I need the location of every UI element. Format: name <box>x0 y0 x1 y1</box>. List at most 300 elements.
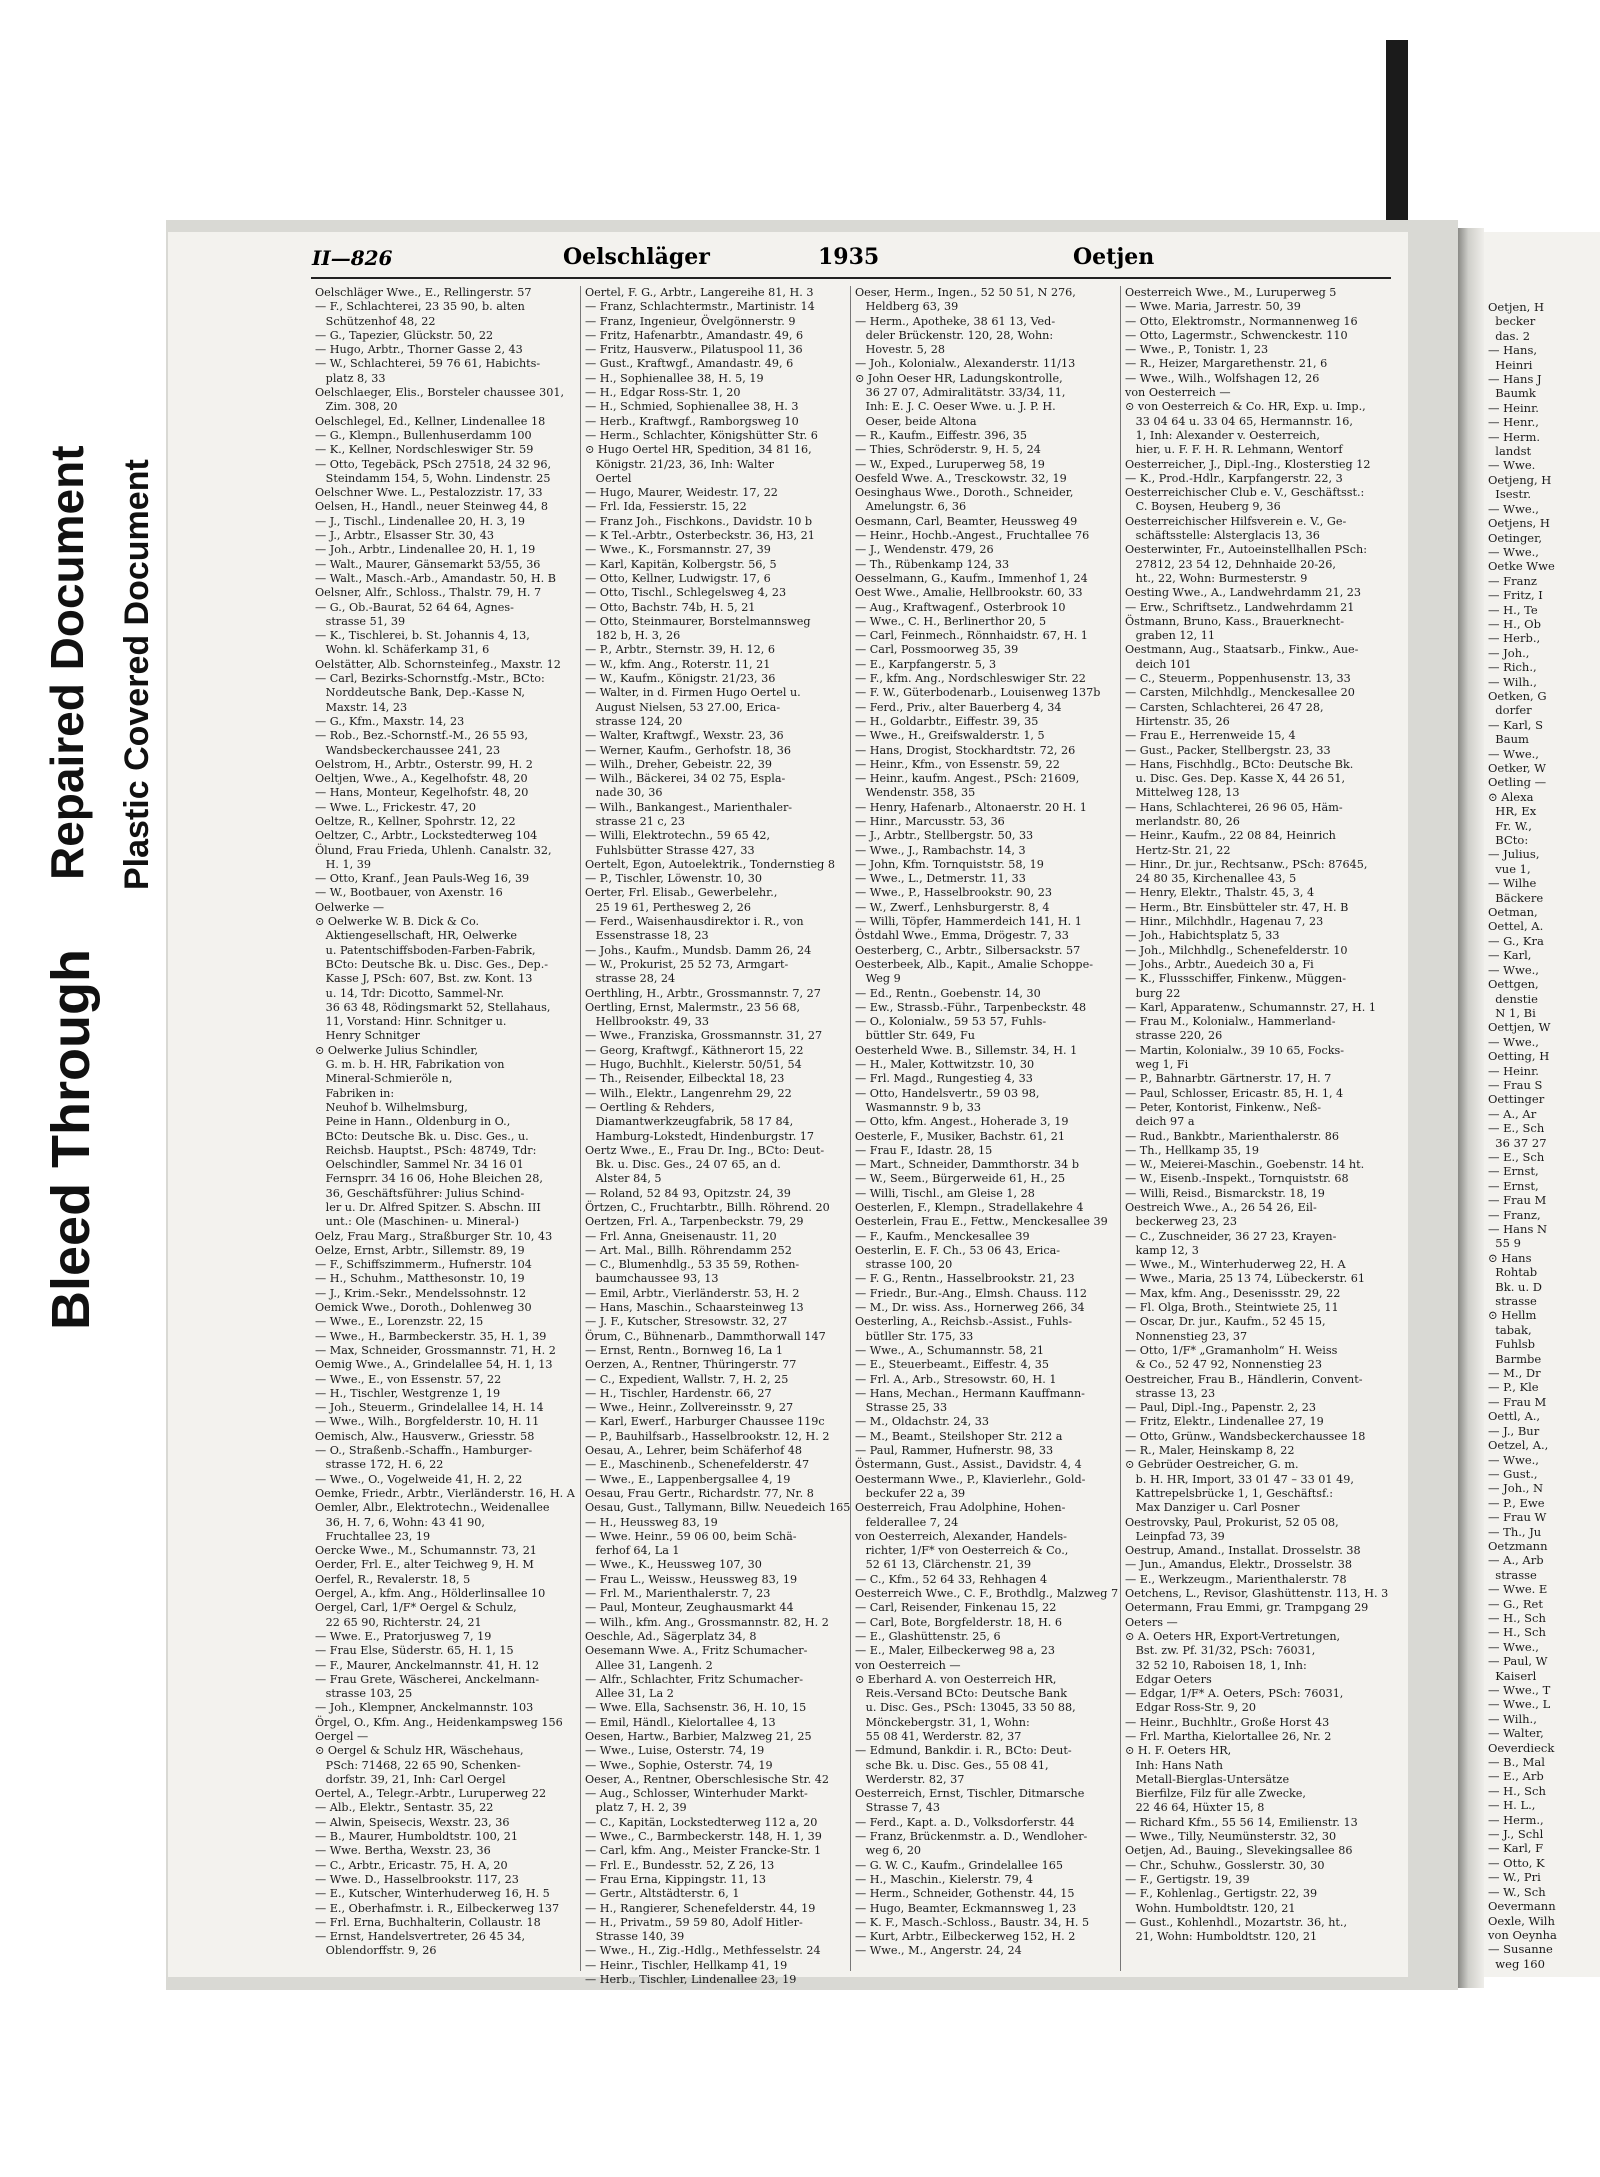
directory-entry: — Otto, Bachstr. 74b, H. 5, 21 <box>585 600 756 614</box>
directory-entry: — Heinr., Kfm., von Essenstr. 59, 22 <box>855 757 1060 771</box>
facing-page-line: — Franz <box>1488 573 1537 588</box>
directory-entry: — W., Seem., Bürgerweide 61, H., 25 <box>855 1172 1066 1186</box>
directory-entry: — Paul, Monteur, Zeughausmarkt 44 <box>585 1601 794 1615</box>
directory-entry: — E., Kutscher, Winterhuderweg 16, H. 5 <box>315 1887 550 1901</box>
directory-entry: Oesterheld Wwe. B., Sillemstr. 34, H. 1 <box>855 1043 1078 1057</box>
directory-entry: — O., Straßenb.-Schaffn., Hamburger- <box>315 1444 533 1458</box>
directory-entry: Oesterreich, Ernst, Tischler, Ditmarsche <box>855 1787 1085 1801</box>
directory-page <box>168 232 1408 1987</box>
directory-entry: strasse 220, 26 <box>1125 1029 1223 1043</box>
directory-entry: — P., Bahnarbtr. Gärtnerstr. 17, H. 7 <box>1125 1072 1332 1086</box>
directory-entry: — Frau E., Herrenweide 15, 4 <box>1125 729 1296 743</box>
directory-entry: — Franz, Ingenieur, Övelgönnerstr. 9 <box>585 314 796 328</box>
directory-entry: — H., Rangierer, Schenefelderstr. 44, 19 <box>585 1901 816 1915</box>
directory-entry: — Wwe., Tilly, Neumünsterstr. 32, 30 <box>1125 1830 1337 1844</box>
directory-entry: — Joh., Arbtr., Lindenallee 20, H. 1, 19 <box>315 543 536 557</box>
directory-entry: — K Tel.-Arbtr., Osterbeckstr. 36, H3, 21 <box>585 529 815 543</box>
directory-entry: — Hans, Drogist, Stockhardtstr. 72, 26 <box>855 743 1076 757</box>
directory-entry: — Frau F., Idastr. 28, 15 <box>855 1143 993 1157</box>
directory-entry: Strasse 140, 39 <box>585 1930 685 1944</box>
directory-entry: — K., Flussschiffer, Finkenw., Müggen- <box>1125 972 1347 986</box>
facing-page-line: Baumk <box>1488 386 1536 401</box>
directory-entry: Oertelt, Egon, Autoelektrik., Tondernstieg 8 <box>585 857 835 871</box>
directory-entry: — J., Arbtr., Stellbergstr. 50, 33 <box>855 829 1034 843</box>
directory-entry: — W., Schlachterei, 59 76 61, Habichts- <box>315 357 541 371</box>
directory-entry: Östdahl Wwe., Emma, Drögestr. 7, 33 <box>855 929 1069 943</box>
directory-entry: Oestmann, Aug., Staatsarb., Finkw., Aue- <box>1125 643 1359 657</box>
directory-entry: bütller Str. 175, 33 <box>855 1329 974 1343</box>
directory-entry: — Hans, Fischhdlg., BCto: Deutsche Bk. <box>1125 757 1354 771</box>
directory-entry: — Wwe. Ella, Sachsenstr. 36, H. 10, 15 <box>585 1701 807 1715</box>
directory-entry: Strasse 25, 33 <box>855 1401 948 1415</box>
directory-entry: Metall-Bierglas-Untersätze <box>1125 1772 1290 1786</box>
directory-entry: weg 1, Fi <box>1125 1058 1189 1072</box>
directory-entry: ⊙ Oergel & Schulz HR, Wäschehaus, <box>315 1744 524 1758</box>
directory-entry: Neuhof b. Wilhelmsburg, <box>315 1100 468 1114</box>
directory-entry: — Alwin, Speisecis, Wexstr. 23, 36 <box>315 1815 510 1829</box>
directory-entry: — Wwe., H., Greifswalderstr. 1, 5 <box>855 729 1045 743</box>
directory-entry: weg 6, 20 <box>855 1844 922 1858</box>
directory-entry: Oesting Wwe., A., Landwehrdamm 21, 23 <box>1125 586 1362 600</box>
directory-entry: Nonnenstieg 23, 37 <box>1125 1329 1248 1343</box>
directory-entry: Oesmann, Carl, Beamter, Heussweg 49 <box>855 514 1078 528</box>
facing-page-line: Oetjen, H <box>1488 300 1544 314</box>
directory-entry: — Edmund, Bankdir. i. R., BCto: Deut- <box>855 1744 1072 1758</box>
directory-entry: Königstr. 21/23, 36, Inh: Walter <box>585 457 774 471</box>
facing-page-line: — Hans N <box>1488 1222 1548 1236</box>
directory-entry: schäftsstelle: Alsterglacis 13, 36 <box>1125 529 1320 543</box>
directory-entry: — F., Maurer, Anckelmannstr. 41, H. 12 <box>315 1658 540 1672</box>
directory-entry: 36 63 48, Rödingsmarkt 52, Stellahaus, <box>315 1000 551 1014</box>
directory-entry: — Th., Hellkamp 35, 19 <box>1125 1143 1259 1157</box>
directory-entry: 25 19 61, Perthesweg 2, 26 <box>585 900 752 914</box>
directory-entry: Örum, C., Bühnenarb., Dammthorwall 147 <box>585 1329 826 1343</box>
facing-page-line: Oetker, W <box>1488 761 1546 775</box>
facing-page-line: — W., Pri <box>1488 1870 1541 1885</box>
directory-entry: Heldberg 63, 39 <box>855 300 959 314</box>
directory-entry: strasse 28, 24 <box>585 972 676 986</box>
directory-entry: ler u. Dr. Alfred Spitzer. S. Abschn. III <box>315 1201 541 1214</box>
header-rule <box>311 277 1391 279</box>
directory-entry: — Art. Mal., Billh. Röhrendamm 252 <box>585 1243 792 1257</box>
directory-entry: — Joh., Steuerm., Grindelallee 14, H. 14 <box>315 1401 544 1415</box>
directory-entry: — Carl, Feinmech., Rönnhaidstr. 67, H. 1 <box>855 629 1088 643</box>
facing-page-line: strasse <box>1488 1567 1537 1582</box>
facing-page-line: von Oeynha <box>1488 1927 1557 1942</box>
directory-entry: — Paul, Rammer, Hufnerstr. 98, 33 <box>855 1444 1054 1458</box>
directory-entry: Oblendorffstr. 9, 26 <box>315 1944 437 1958</box>
directory-entry: — Wwe., K., Forsmannstr. 27, 39 <box>585 543 771 557</box>
directory-entry: — Gust., Packer, Stellbergstr. 23, 33 <box>1125 743 1331 757</box>
directory-entry: — Frl. E., Bundesstr. 52, Z 26, 13 <box>585 1858 775 1872</box>
directory-entry: Oestrovsky, Paul, Prokurist, 52 05 08, <box>1125 1515 1339 1529</box>
directory-entry: — Wwe. Heinr., 59 06 00, beim Schä- <box>585 1529 797 1543</box>
directory-entry: — Alfr., Schlachter, Fritz Schumacher- <box>585 1672 804 1686</box>
facing-page-line: — Herm., <box>1488 1812 1544 1827</box>
directory-entry: — W., Zwerf., Lenhsburgerstr. 8, 4 <box>855 900 1050 914</box>
directory-entry: — Oertling & Rehders, <box>585 1100 715 1114</box>
facing-page-line: — Wilh., <box>1488 1711 1537 1726</box>
directory-entry: — Frl. Martha, Kielortallee 26, Nr. 2 <box>1125 1729 1332 1743</box>
directory-entry: — Herm., Btr. Einsbütteler str. 47, H. B <box>1125 900 1349 914</box>
directory-entry: Bierfilze, Filz für alle Zwecke, <box>1125 1787 1306 1801</box>
directory-entry: — F., kfm. Ang., Nordschleswiger Str. 22 <box>855 672 1086 686</box>
directory-entry: — Walter, in d. Firmen Hugo Oertel u. <box>585 686 801 700</box>
directory-entry: Oerzen, A., Rentner, Thüringerstr. 77 <box>585 1358 797 1372</box>
facing-page-line: — Wilhe <box>1488 876 1537 891</box>
directory-entry: Maxstr. 14, 23 <box>315 700 408 714</box>
facing-page-line: — G., Ret <box>1488 1596 1543 1611</box>
directory-year: 1935 <box>818 244 880 270</box>
directory-entry: Oemisch, Alw., Hausverw., Griesstr. 58 <box>315 1429 535 1443</box>
directory-entry: Hovestr. 5, 28 <box>855 343 946 357</box>
facing-page-line: — H., Te <box>1488 602 1538 617</box>
facing-page-line: — H., Ob <box>1488 616 1541 631</box>
directory-entry: Inh: E. J. C. Oeser Wwe. u. J. P. H. <box>855 400 1056 414</box>
facing-page-line: — Julius, <box>1488 847 1540 862</box>
directory-entry: ⊙ A. Oeters HR, Export-Vertretungen, <box>1125 1629 1341 1643</box>
directory-entry: — R., Maler, Heinskamp 8, 22 <box>1125 1444 1295 1458</box>
directory-entry: beckufer 22 a, 39 <box>855 1486 966 1500</box>
directory-entry: 52 61 13, Clärchenstr. 21, 39 <box>855 1558 1032 1572</box>
first-entry-guide-word: Oelschläger <box>563 244 710 270</box>
directory-entry: 21, Wohn: Humboldtstr. 120, 21 <box>1125 1930 1318 1944</box>
directory-entry: Leinpfad 73, 39 <box>1125 1529 1225 1543</box>
directory-entry: Oertel, A., Telegr.-Arbtr., Luruperweg 22 <box>315 1787 547 1801</box>
directory-entry: — H., Tischler, Westgrenze 1, 19 <box>315 1386 501 1400</box>
directory-entry: — Fritz, Elektr., Lindenallee 27, 19 <box>1125 1415 1324 1429</box>
directory-entry: — Wilh., Dreher, Gebeistr. 22, 39 <box>585 757 773 771</box>
facing-page-line: — Herb., <box>1488 631 1541 646</box>
directory-entry: — C., Expedient, Wallstr. 7, H. 2, 25 <box>585 1372 789 1386</box>
directory-entry: Bk. u. Disc. Ges., 24 07 65, an d. <box>585 1158 781 1172</box>
directory-entry: — Willi, Tischl., am Gleise 1, 28 <box>855 1186 1035 1200</box>
directory-entry: — Wwe., A., Schumannstr. 58, 21 <box>855 1343 1044 1357</box>
directory-entry: Oelsner, Alfr., Schloss., Thalstr. 79, H. 7 <box>315 586 542 600</box>
directory-entry: 55 08 41, Werderstr. 82, 37 <box>855 1729 1022 1743</box>
directory-entry: — M., Oldachstr. 24, 33 <box>855 1415 989 1429</box>
facing-page-line: — Wwe. E <box>1488 1582 1548 1597</box>
directory-entry: u. Patentschiffsboden-Farben-Fabrik, <box>315 943 536 957</box>
directory-entry: — Paul, Dipl.-Ing., Papenstr. 2, 23 <box>1125 1401 1317 1415</box>
directory-entry: — Joh., Klempner, Anckelmannstr. 103 <box>315 1701 534 1715</box>
column-2 <box>581 286 851 1987</box>
directory-entry: — Otto, Kranf., Jean Pauls-Weg 16, 39 <box>315 872 530 886</box>
directory-entry: Oesterwinter, Fr., Autoeinstellhallen PSch: <box>1125 543 1368 557</box>
directory-entry: Oestreicher, Frau B., Händlerin, Convent- <box>1125 1372 1363 1386</box>
facing-page-line: — P., Ewe <box>1488 1495 1545 1510</box>
facing-page-line: Oettel, A. <box>1488 919 1544 934</box>
directory-entry: Mönckebergstr. 31, 1, Wohn: <box>855 1715 1030 1729</box>
directory-entry: — Paul, Schlosser, Ericastr. 85, H. 1, 4 <box>1125 1086 1344 1100</box>
directory-entry: Allee 31, Langenh. 2 <box>585 1658 713 1672</box>
directory-entry: PSch: 71468, 22 65 90, Schenken- <box>315 1758 521 1772</box>
directory-entry: — Wwe., Sophie, Osterstr. 74, 19 <box>585 1758 773 1772</box>
directory-entry: — Willi, Elektrotechn., 59 65 42, <box>585 829 771 843</box>
directory-entry: — H., Tischler, Hardenstr. 66, 27 <box>585 1386 772 1400</box>
directory-entry: Oeser, Herm., Ingen., 52 50 51, N 276, <box>855 286 1076 299</box>
directory-entry: Edgar Ross-Str. 9, 20 <box>1125 1701 1257 1715</box>
directory-entry: — Ernst, Rentn., Bornweg 16, La 1 <box>585 1343 783 1357</box>
directory-entry: — Rob., Bez.-Schornstf.-M., 26 55 93, <box>315 729 529 743</box>
directory-entry: — Werner, Kaufm., Gerhofstr. 18, 36 <box>585 743 792 757</box>
facing-page-line: Oettgen, <box>1488 977 1539 992</box>
facing-page-line: Oetjens, H <box>1488 516 1550 531</box>
directory-entry: — M., Beamt., Steilshoper Str. 212 a <box>855 1429 1063 1443</box>
directory-entry: — Herb., Tischler, Lindenallee 23, 19 <box>585 1973 797 1987</box>
directory-entry: — Ernst, Handelsvertreter, 26 45 34, <box>315 1930 526 1944</box>
facing-page-line: — Hans, <box>1488 343 1538 358</box>
facing-page-line: — Franz, <box>1488 1207 1541 1222</box>
facing-page-line: Oetman, <box>1488 905 1538 920</box>
facing-page-line: — Wwe., <box>1488 746 1539 761</box>
running-head <box>168 238 1408 282</box>
directory-entry: Wohn. kl. Schäferkamp 31, 6 <box>315 643 490 657</box>
directory-entry: richter, 1/F* von Oesterreich & Co., <box>855 1544 1069 1558</box>
facing-page-line: vue 1, <box>1488 861 1531 876</box>
directory-entry: Oesterberg, C., Arbtr., Silbersackstr. 57 <box>855 943 1081 957</box>
directory-entry: Oelschläger Wwe., E., Rellingerstr. 57 <box>315 286 532 299</box>
directory-entry: — F., Gertigstr. 19, 39 <box>1125 1872 1250 1886</box>
directory-entry: — H., Edgar Ross-Str. 1, 20 <box>585 386 741 400</box>
directory-entry: — J., Tischl., Lindenallee 20, H. 3, 19 <box>315 514 526 528</box>
facing-page-line: — Wwe., <box>1488 1034 1539 1049</box>
facing-page-line: ⊙ Hans <box>1488 1250 1532 1265</box>
directory-entry: — Richard Kfm., 55 56 14, Emilienstr. 13 <box>1125 1815 1358 1829</box>
directory-entry: — Otto, Handelsvertr., 59 03 98, <box>855 1086 1040 1100</box>
directory-entry: — Edgar, 1/F* A. Oeters, PSch: 76031, <box>1125 1687 1344 1701</box>
directory-entry: — Herm., Apotheke, 38 61 13, Ved- <box>855 314 1056 328</box>
directory-entry: — Frau Erna, Kippingstr. 11, 13 <box>585 1872 767 1886</box>
directory-entry: — W., Meierei-Maschin., Goebenstr. 14 ht. <box>1125 1158 1365 1172</box>
directory-entry: — Jun., Amandus, Elektr., Drosselstr. 38 <box>1125 1558 1352 1572</box>
facing-page-line: Barmbe <box>1488 1351 1542 1366</box>
facing-page-line: — E., Sch <box>1488 1149 1545 1164</box>
directory-entry: — Peter, Kontorist, Finkenw., Neß- <box>1125 1100 1321 1114</box>
facing-page-line: Oetinger, <box>1488 530 1542 545</box>
facing-page-line: Oettl, A., <box>1488 1409 1541 1424</box>
directory-entry: 27812, 23 54 12, Dehnhaide 20-26, <box>1125 557 1336 571</box>
directory-entry: Hamburg-Lokstedt, Hindenburgstr. 17 <box>585 1129 815 1143</box>
directory-entry: Oesterreich Wwe., C. F., Brothdlg., Malzweg 7 <box>855 1587 1119 1601</box>
directory-entry: Hertz-Str. 21, 22 <box>1125 843 1231 857</box>
directory-entry: 1, Inh: Alexander v. Oesterreich, <box>1125 428 1320 442</box>
directory-entry: strasse 21 c, 23 <box>585 814 685 828</box>
facing-page-line: ⊙ Alexa <box>1488 789 1534 804</box>
directory-entry: — Franz, Schlachtermstr., Martinistr. 14 <box>585 300 815 314</box>
facing-page-line: — Karl, <box>1488 948 1532 963</box>
facing-page-line: Fuhlsb <box>1488 1337 1536 1352</box>
directory-entry: — Heinr., kaufm. Angest., PSch: 21609, <box>855 772 1080 786</box>
directory-entry: Ölund, Frau Frieda, Uhlenh. Canalstr. 32, <box>315 843 552 857</box>
facing-page-line: — Heinr. <box>1488 1063 1539 1078</box>
directory-entry: b. H. HR, Import, 33 01 47 – 33 01 49, <box>1125 1472 1354 1486</box>
facing-page-line: N 1, Bi <box>1488 1005 1536 1020</box>
directory-entry: — Max, kfm. Ang., Desenissstr. 29, 22 <box>1125 1286 1341 1300</box>
directory-entry: — Frau M., Kolonialw., Hammerland- <box>1125 1015 1336 1029</box>
directory-entry: 22 46 64, Hüxter 15, 8 <box>1125 1801 1265 1815</box>
directory-entry: Oesemann Wwe. A., Fritz Schumacher- <box>585 1644 808 1658</box>
directory-entry: Oertling, Ernst, Malermstr., 23 56 68, <box>585 1000 801 1014</box>
directory-entry: — H., Schmied, Sophienallee 38, H. 3 <box>585 400 799 414</box>
directory-entry: — Ferd., Kapt. a. D., Volksdorferstr. 44 <box>855 1815 1075 1829</box>
directory-entry: — Wwe., M., Winterhuderweg 22, H. A <box>1125 1258 1346 1272</box>
directory-entry: — Karl, Ewerf., Harburger Chaussee 119c <box>585 1415 825 1429</box>
directory-entry: Oesterle, F., Musiker, Bachstr. 61, 21 <box>855 1129 1066 1143</box>
directory-entry: — C., Kapitän, Lockstedterweg 112 a, 20 <box>585 1815 818 1829</box>
facing-page-line: — Gust., <box>1488 1466 1538 1481</box>
directory-entry: — Frl. Erna, Buchhalterin, Collaustr. 18 <box>315 1915 541 1929</box>
directory-entry: — Hinr., Marcusstr. 53, 36 <box>855 814 1005 828</box>
directory-entry: — Herb., Kraftwgf., Ramborgsweg 10 <box>585 414 799 428</box>
directory-entry: Oetjen, Ad., Bauing., Slevekingsallee 86 <box>1125 1844 1353 1858</box>
facing-page-line: — A., Arb <box>1488 1553 1544 1568</box>
directory-entry: Oesau, Gust., Tallymann, Billw. Neuedeich 165 <box>585 1501 851 1515</box>
directory-entry: — J., Krim.-Sekr., Mendelssohnstr. 12 <box>315 1286 527 1300</box>
directory-entry: — Carl, Bote, Borgfelderstr. 18, H. 6 <box>855 1615 1062 1629</box>
directory-entry: — Wwe., Heinr., Zollvereinsstr. 9, 27 <box>585 1401 794 1415</box>
directory-entry: — B., Maurer, Humboldtstr. 100, 21 <box>315 1830 519 1844</box>
directory-entry: — Frau L., Weissw., Heussweg 83, 19 <box>585 1572 798 1586</box>
directory-entry: Wasmannstr. 9 b, 33 <box>855 1100 981 1114</box>
directory-entry: Fruchtallee 23, 19 <box>315 1529 431 1543</box>
directory-entry: — Karl, Kapitän, Kolbergstr. 56, 5 <box>585 557 777 571</box>
directory-entry: platz 8, 33 <box>315 371 386 385</box>
facing-page-line: — H., Sch <box>1488 1625 1546 1640</box>
directory-entry: — Wwe., P., Hasselbrookstr. 90, 23 <box>855 886 1052 900</box>
directory-entry: — Joh., Habichtsplatz 5, 33 <box>1125 929 1280 943</box>
facing-page-line: — Walter, <box>1488 1726 1544 1741</box>
directory-entry: — F. G., Rentn., Hasselbrookstr. 21, 23 <box>855 1272 1075 1286</box>
directory-entry: — Hans, Monteur, Kegelhofstr. 48, 20 <box>315 786 529 800</box>
directory-entry: Oerter, Frl. Elisab., Gewerbelehr., <box>585 886 778 900</box>
directory-entry: Oetchens, L., Revisor, Glashüttenstr. 113, H. 3 <box>1125 1587 1389 1601</box>
facing-page-line: Kaiserl <box>1488 1668 1537 1683</box>
directory-entry: — Wwe. Maria, Jarrestr. 50, 39 <box>1125 300 1301 314</box>
directory-entry: — Otto, 1/F* „Gramanholm“ H. Weiss <box>1125 1343 1338 1357</box>
facing-page-line: BCto: <box>1488 833 1529 848</box>
directory-entry: — Frl. Ida, Fessierstr. 15, 22 <box>585 500 747 514</box>
directory-entry: ht., 22, Wohn: Burmesterstr. 9 <box>1125 571 1308 585</box>
directory-entry: Reichsb. Hauptst., PSch: 48749, Tdr: <box>315 1143 537 1157</box>
directory-entry: Werderstr. 82, 37 <box>855 1772 965 1786</box>
column-3 <box>851 286 1121 1971</box>
directory-entry: — F., Schlachterei, 23 35 90, b. alten <box>315 300 525 314</box>
facing-page-line: Oetzmann <box>1488 1538 1548 1553</box>
directory-entry: — Otto, Tegebäck, PSch 27518, 24 32 96, <box>315 457 552 471</box>
directory-entry: Hellbrookstr. 49, 33 <box>585 1015 710 1029</box>
directory-entry: — Georg, Kraftwgf., Käthnerort 15, 22 <box>585 1043 804 1057</box>
directory-entry: Fabriken in: <box>315 1086 395 1100</box>
directory-entry: deich 101 <box>1125 657 1192 671</box>
directory-entry: platz 7, H. 2, 39 <box>585 1801 687 1815</box>
directory-entry: — Frl. Anna, Gneisenaustr. 11, 20 <box>585 1229 777 1243</box>
facing-page-line: — Wilh., <box>1488 674 1537 689</box>
facing-page-line: — Frau W <box>1488 1510 1547 1525</box>
directory-entry: — Frl. A., Arb., Stresowstr. 60, H. 1 <box>855 1372 1057 1386</box>
directory-entry: — Hugo, Buchhlt., Kielerstr. 50/51, 54 <box>585 1058 802 1072</box>
directory-entry: Oertel, F. G., Arbtr., Langereihe 81, H. 3 <box>585 286 814 299</box>
directory-entry: baumchaussee 93, 13 <box>585 1272 719 1286</box>
directory-entry: — Willi, Töpfer, Hammerdeich 141, H. 1 <box>855 915 1082 929</box>
facing-page-line: strasse <box>1488 1294 1537 1309</box>
facing-page-line: — Th., Ju <box>1488 1524 1542 1539</box>
directory-entry: Weg 9 <box>855 972 901 986</box>
directory-entry: Oesterreich Wwe., M., Luruperweg 5 <box>1125 286 1337 299</box>
facing-page-line: — Frau S <box>1488 1077 1543 1092</box>
directory-entry: Oesterreicher, J., Dipl.-Ing., Klosterstieg 12 <box>1125 457 1371 471</box>
directory-entry: — R., Kaufm., Eiffestr. 396, 35 <box>855 428 1027 442</box>
directory-entry: merlandstr. 80, 26 <box>1125 814 1240 828</box>
directory-entry: — Carl, kfm. Ang., Meister Francke-Str. 1 <box>585 1844 822 1858</box>
directory-entry: — W., Kaufm., Königstr. 21/23, 36 <box>585 672 776 686</box>
directory-entry: — Karl, Apparatenw., Schumannstr. 27, H. 1 <box>1125 1000 1376 1014</box>
directory-entry: — Wwe., O., Vogelweide 41, H. 2, 22 <box>315 1472 523 1486</box>
facing-page-line: — Frau M <box>1488 1193 1547 1208</box>
facing-page-line: tabak, <box>1488 1322 1532 1337</box>
directory-entry: — E., Maschinenb., Schenefelderstr. 47 <box>585 1458 810 1472</box>
directory-entry: Oemke, Friedr., Arbtr., Vierländerstr. 16, H. A <box>315 1486 575 1500</box>
facing-page-line: — Herm. <box>1488 429 1541 444</box>
directory-entry: — G., Ob.-Baurat, 52 64 64, Agnes- <box>315 600 514 614</box>
directory-entry: — Otto, kfm. Angest., Hoherade 3, 19 <box>855 1115 1069 1129</box>
directory-entry: Oesselmann, G., Kaufm., Immenhof 1, 24 <box>855 571 1088 585</box>
facing-page-line: — M., Dr <box>1488 1366 1541 1381</box>
directory-entry: Hirtenstr. 35, 26 <box>1125 714 1230 728</box>
directory-entry: Oesfeld Wwe. A., Tresckowstr. 32, 19 <box>855 471 1067 485</box>
directory-entry: Oertzen, Frl. A., Tarpenbeckstr. 79, 29 <box>585 1215 804 1229</box>
directory-entry: — Walter, Kraftwgf., Wexstr. 23, 36 <box>585 729 784 743</box>
directory-entry: — Walt., Maurer, Gänsemarkt 53/55, 36 <box>315 557 541 571</box>
directory-entry: — Otto, Lagermstr., Schwenckestr. 110 <box>1125 328 1348 342</box>
facing-page-line: — J., Bur <box>1488 1423 1540 1438</box>
directory-entry: Oeschle, Ad., Sägerplatz 34, 8 <box>585 1629 757 1643</box>
directory-entry: 11, Vorstand: Hinr. Schnitger u. <box>315 1015 507 1029</box>
directory-entry: Östmann, Bruno, Kass., Brauerknecht- <box>1125 614 1344 628</box>
directory-entry: — Max, Schneider, Grossmannstr. 71, H. 2 <box>315 1343 556 1357</box>
directory-entry: — K., Prod.-Hdlr., Karpfangerstr. 22, 3 <box>1125 471 1343 485</box>
directory-entry: Oesau, A., Lehrer, beim Schäferhof 48 <box>585 1444 803 1458</box>
facing-page-line: — P., Kle <box>1488 1380 1539 1395</box>
page-number: II—826 <box>312 246 393 270</box>
directory-entry: Oertel <box>585 471 632 485</box>
directory-entry: burg 22 <box>1125 986 1181 1000</box>
directory-entry: — Wwe. L., Frickestr. 47, 20 <box>315 800 477 814</box>
directory-entry: — Rud., Bankbtr., Marienthalerstr. 86 <box>1125 1129 1340 1143</box>
directory-entry: — Friedr., Bur.-Ang., Elmsh. Chauss. 112 <box>855 1286 1087 1300</box>
directory-entry: Oesinghaus Wwe., Doroth., Schneider, <box>855 486 1074 500</box>
facing-page-line: 55 9 <box>1488 1236 1521 1251</box>
directory-entry: Zim. 308, 20 <box>315 400 398 414</box>
directory-entry: — Herm., Schlachter, Königshütter Str. 6 <box>585 428 818 442</box>
directory-entry: — W., Eisenb.-Inspekt., Tornquiststr. 68 <box>1125 1172 1349 1186</box>
directory-entry: — H., Goldarbtr., Eiffestr. 39, 35 <box>855 714 1039 728</box>
directory-entry: strasse 103, 25 <box>315 1687 413 1701</box>
directory-entry: Oesterlein, Frau E., Fettw., Menckesallee 39 <box>855 1215 1108 1229</box>
directory-entry: — Wwe., H., Zig.-Hdlg., Methfesselstr. 24 <box>585 1944 821 1958</box>
directory-entry: — W., Prokurist, 25 52 73, Armgart- <box>585 957 789 971</box>
directory-entry: — Heinr., Buchhltr., Große Horst 43 <box>1125 1715 1330 1729</box>
facing-page-line: Oettinger <box>1488 1092 1545 1107</box>
directory-entry: — Carl, Bezirks-Schornstfg.-Mstr., BCto: <box>315 672 545 686</box>
facing-page-line: — Wwe., <box>1488 544 1539 559</box>
facing-page-line: Oeverdieck <box>1488 1740 1555 1755</box>
directory-entry: Oeters — <box>1125 1615 1178 1629</box>
directory-entry: Oertz Wwe., E., Frau Dr. Ing., BCto: Deut- <box>585 1143 825 1157</box>
facing-page-line: Oettjen, W <box>1488 1020 1551 1035</box>
facing-page-line: — J., Schl <box>1488 1827 1544 1842</box>
directory-entry: u. Disc. Ges. Dep. Kasse X, 44 26 51, <box>1125 772 1346 786</box>
